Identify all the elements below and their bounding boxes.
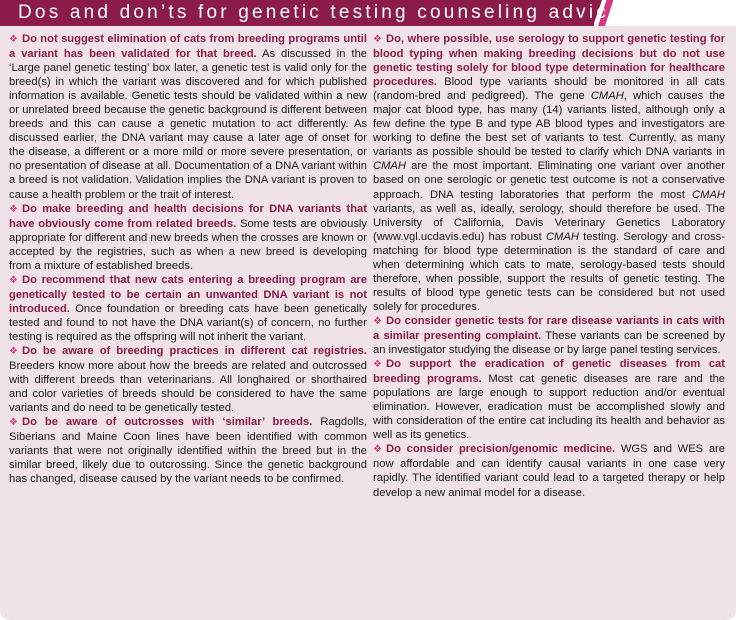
diamond-bullet-icon: ❖ xyxy=(373,315,382,327)
advice-body-text: testing. Serology and cross-matching for blood type determination is the standard of care and when determining which cats to mate, serology-based tests should therefore, when possible, support the results of genetic testing. The results of blood type genetic tests can be considered but not used solely for procedures. xyxy=(373,230,725,313)
advice-heading: Do make breeding and health decisions for DNA variants that have obviously come from related breeds. xyxy=(9,202,367,230)
gene-name: CMAH xyxy=(545,230,579,243)
gene-name: CMAH xyxy=(373,160,406,173)
advice-body-text: are the most important. Eliminating one variant over another based on one serologic or genetic test outcome is not a conservative approach. DNA testing laboratories that perform the most xyxy=(373,160,725,201)
diamond-bullet-icon: ❖ xyxy=(373,359,382,371)
advice-body: Once foundation or breeding cats have been genetically tested and found to not have the DNA variant(s) of concern, no further testing is required as the offspring will not inherit the variant. xyxy=(9,302,367,343)
advice-item xyxy=(9,202,367,273)
advice-item xyxy=(373,357,725,442)
advice-item xyxy=(373,32,725,314)
advice-item xyxy=(9,344,367,415)
diamond-bullet-icon: ❖ xyxy=(9,274,18,286)
diamond-bullet-icon: ❖ xyxy=(373,444,382,456)
advice-body: Most cat genetic diseases are rare and the populations are large enough to support reduction and/or eventual elimination. However, eradication must be accomplished slowly and with consideration of the entire cat including its health and behavior as well as its genetics. xyxy=(373,373,726,442)
diamond-bullet-icon: ❖ xyxy=(9,34,18,45)
gene-name: CMAH xyxy=(692,188,725,201)
advice-heading: Do consider genetic tests for rare disease variants in cats with a similar presenting complaint. xyxy=(373,314,725,342)
advice-heading: Do not suggest elimination of cats from breeding programs until a variant has been validated for that breed. xyxy=(9,33,367,61)
advice-body: Ragdolls, Siberians and Maine Coon lines have been identified with common variants that were not originally identified within the breed but in the similar breed, likely due to outcrossing. Since the genetic background has changed, disease caused by the variant needs to be confirmed. xyxy=(9,416,368,486)
advice-body: Breeders know more about how the breeds are related and outcrossed with different breeds than veterinarians. All longhaired or shorthaired and color varieties of breeds should be considered to have the same variants and do need to be genetically tested. xyxy=(9,360,367,415)
advice-heading: Do be aware of breeding practices in different cat registries. xyxy=(22,345,367,358)
advice-item xyxy=(9,415,367,486)
diamond-bullet-icon: ❖ xyxy=(9,203,18,215)
advice-heading: Do, where possible, use serology to support genetic testing for blood typing when making breeding decisions but do not use genetic testing solely for blood type determination for healthcare procedures. xyxy=(373,33,725,89)
advice-body: As discussed in the ‘Large panel genetic testing’ box later, a genetic test is valid only for the breed(s) in which the variant was discovered and for which published information is available. Genetic tests should be validated within a new or unrelated breed because the genetic background is different between breeds and this can cause a genetic mutation to act differently. As discussed earlier, the DNA variant may cause a later age of onset for the disease, a different or a more mild or more severe presentation, or no presentation of disease at all. Documentation of a DNA variant within a breed is not validation. Validation implies the DNA variant is proven to cause a health problem or the trait of interest. xyxy=(9,48,368,201)
advice-heading: Do consider precision/genomic medicine. xyxy=(386,443,616,456)
advice-body: Some tests are obviously appropriate for different and new breeds when the crosses are known or accepted by the registries, such as when a new breed is developing from a mixture of established breeds. xyxy=(9,217,368,272)
advice-item xyxy=(9,273,367,344)
advice-body: WGS and WES are now affordable and can identify causal variants in one case very rapidly. The identified variant could lead to a targeted therapy or help develop a new animal model for a disease. xyxy=(373,443,726,499)
advice-body-text: variants, as well as, ideally, serology, should therefore be used. The University of California, Davis Veterinary Genetics Laboratory (www.vgl.ucdavis.edu) has robust xyxy=(373,202,725,243)
advice-heading: Do support the eradication of genetic diseases from cat breeding programs. xyxy=(373,358,725,386)
right-column xyxy=(373,32,725,500)
advice-body-text: , which causes the major cat blood type, has many (14) variants listed, although only a few define the type B and type AB blood types and investigators are working to define the best set of variants to test. Currently, as many variants as possible should be tested to clarify which DNA variants in xyxy=(373,90,725,159)
diamond-bullet-icon: ❖ xyxy=(373,34,382,45)
advice-heading: Do recommend that new cats entering a breeding program are genetically tested to be certain an unwanted DNA variant is not introduced. xyxy=(9,273,367,315)
box-header xyxy=(0,0,623,26)
advice-body-text: Blood type variants should be monitored in all cats (random-bred and pedigreed). The gene xyxy=(373,76,725,103)
diamond-bullet-icon: ❖ xyxy=(9,346,18,358)
advice-item xyxy=(373,314,725,357)
advice-heading: Do be aware of outcrosses with ‘similar’ breeds. xyxy=(22,416,313,429)
advice-body: These variants can be screened by an investigator studying the disease or by large panel testing services. xyxy=(373,329,725,357)
advice-item xyxy=(9,32,367,202)
diamond-bullet-icon: ❖ xyxy=(9,417,18,429)
box-title: Dos and don’ts for genetic testing counseling advice xyxy=(18,2,623,23)
left-column xyxy=(9,32,367,487)
advice-item xyxy=(373,442,725,499)
gene-name: CMAH xyxy=(590,90,624,103)
